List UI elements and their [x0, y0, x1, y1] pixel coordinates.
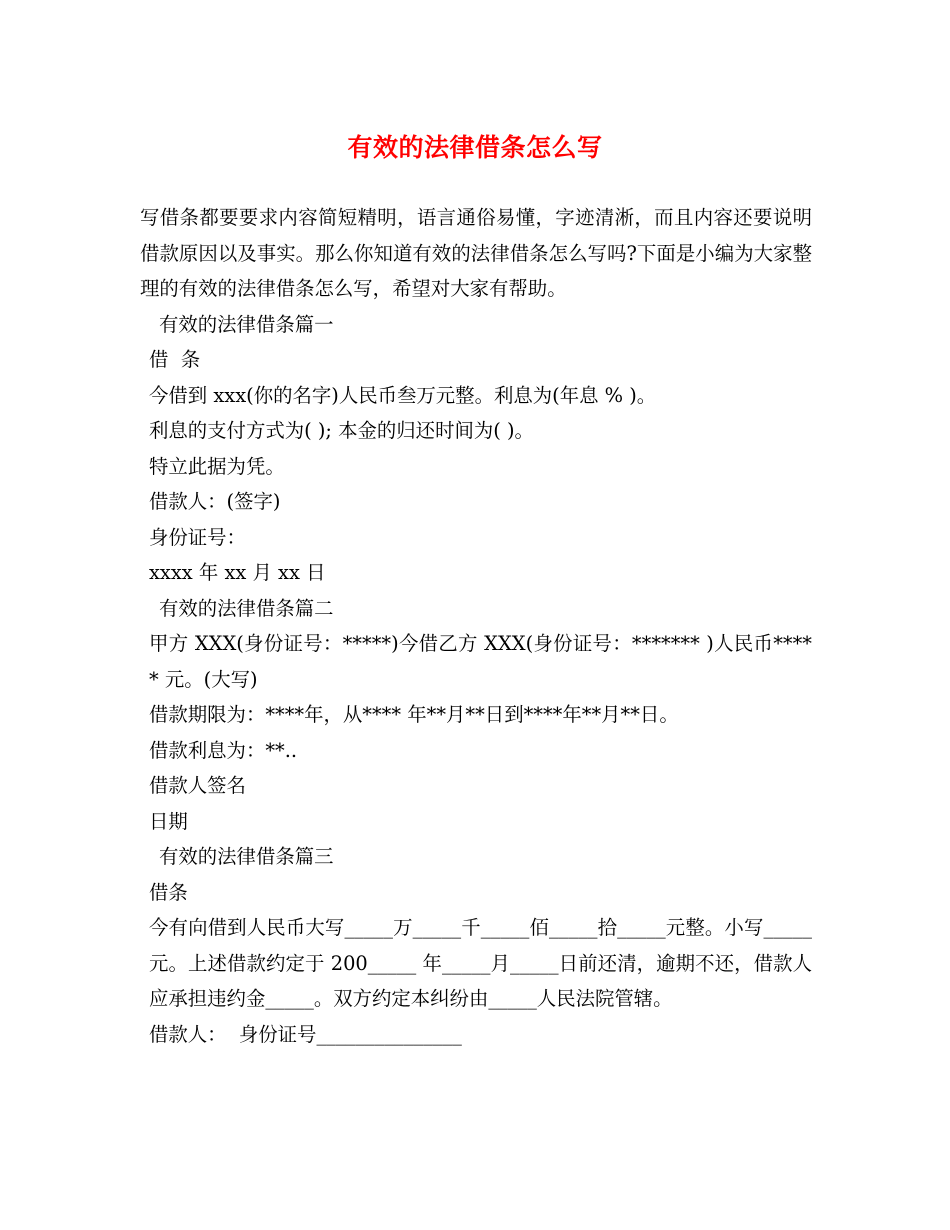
body-line: 身份证号： [149, 525, 246, 549]
body-line: 借条 [149, 880, 188, 904]
body-line: 借款人签名 [149, 774, 246, 797]
section-heading: 有效的法律借条篇三 [159, 845, 334, 868]
body-line: 利息的支付方式为( ); 本金的归还时间为( )。 [149, 419, 534, 442]
section-heading: 有效的法律借条篇二 [159, 596, 334, 620]
section-heading: 有效的法律借条篇一 [159, 312, 334, 336]
body-line: 借款期限为：****年，从**** 年**月**日到****年**月**日。 [149, 703, 679, 726]
document-body [140, 200, 812, 1052]
page-title: 有效的法律借条怎么写 [347, 133, 603, 162]
body-line: 甲方 XXX(身份证号：*****)今借乙方 XXX(身份证号：******* )人民币***** 元。(大写) [149, 632, 812, 691]
body-line: 借款利息为：**.. [149, 738, 298, 762]
body-line: xxxx 年 xx 月 xx 日 [149, 561, 326, 584]
intro-paragraph: 写借条都要要求内容简短精明，语言通俗易懂，字迹清淅，而且内容还要说明借款原因以及事实。那么你知道有效的法律借条怎么写吗?下面是小编为大家整理的有效的法律借条怎么写，希望对大家有帮助。 [140, 206, 812, 300]
body-line: 今借到 xxx(你的名字)人民币叁万元整。利息为(年息 % )。 [149, 383, 657, 407]
body-line: 借款人： 身份证号_______________ [149, 1022, 462, 1046]
body-line: 特立此据为凭。 [149, 454, 285, 478]
body-line: 借款人：(签字) [149, 490, 281, 513]
body-line: 日期 [149, 809, 188, 833]
body-line: 今有向借到人民币大写_____万_____千_____佰_____拾_____元整。小写_____元。上述借款约定于 200_____ 年_____月_____日前还清，逾期不还，借款人应承担违约金_____。双方约定本纠纷由_____人民法院管辖。 [149, 916, 812, 1010]
body-line: 借 条 [149, 348, 201, 371]
